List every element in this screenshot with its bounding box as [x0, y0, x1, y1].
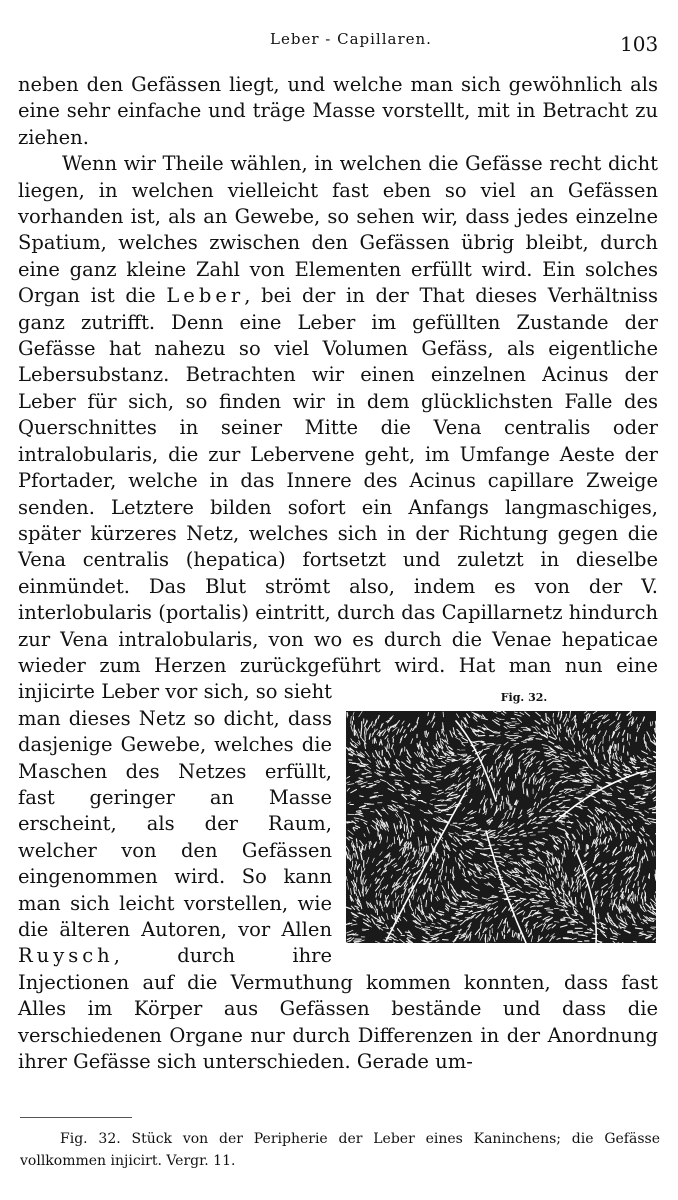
paragraph-2-part-b-tail: sich, so sieht man dieses Netz so dicht, dass dasjenige Gewebe, welches die Maschen des Netzes erfüllt, fast geringer an Masse erscheint, als der Raum, welcher von den Gefässen eingenommen wird. So kann man sich leicht vorstellen, wie die älteren Autoren, vor Allen [18, 680, 332, 941]
paragraph-2 [18, 151, 658, 1075]
body-text [18, 72, 658, 1075]
paragraph-2-part-c: , durch ihre Injectionen auf die Vermuthung kommen konnten, dass fast Alles im Körper aus Gefässen bestände und dass die verschiedenen Organe nur durch Differenzen in der Anordnung ihrer Gefässe sich unterschieden. Gerade um- [18, 944, 658, 1074]
paragraph-2-part-a: Wenn wir Theile wählen, in welchen die Gefässe recht dicht liegen, in welchen vielleicht fast eben so viel an Gefässen vorhanden ist, als an Gewebe, so sehen wir, dass jedes einzelne Spatium, welches zwischen den Gefässen übrig bleibt, durch eine ganz kleine Zahl von Elementen erfüllt wird. Ein solches Organ ist die [18, 152, 658, 308]
footnote: Fig. 32. Stück von der Peripherie der Leber eines Kaninchens; die Gefässe vollkommen injicirt. Vergr. 11. [20, 1131, 660, 1169]
capillary-network-illustration [346, 711, 656, 943]
paragraph-1: neben den Gefässen liegt, und welche man sich gewöhnlich als eine sehr einfache und träge Masse vorstellt, mit in Betracht zu ziehen. [18, 73, 658, 149]
figure-label: Fig. 32. [500, 691, 548, 705]
page-number: 103 [620, 32, 659, 56]
running-head [0, 26, 678, 56]
footnote-rule [20, 1117, 132, 1118]
running-title: Leber - Capillaren. [270, 30, 432, 48]
paragraph-2-part-b: , bei der in der That dieses Verhältniss ganz zutrifft. Denn eine Leber im gefüllten Zustande der Gefässe hat nahezu so viel Volumen Gefäss, als eigentliche Lebersubstanz. Betrachten wir einen einzelnen Acinus der Leber für sich, so finden wir in dem glücklichsten Falle des Querschnittes in seiner Mitte die Vena centralis oder intralobularis, die zur Lebervene geht, im Umfange Aeste der Pfortader, welche in das Innere des Acinus capillare Zweige senden. Letztere bilden sofort ein Anfangs langmaschiges, später kürzeres Netz, welches sich in der Richtung gegen die Vena centralis (hepatica) fortsetzt und zuletzt in dieselbe einmündet. Das Blut strömt also, indem es von der V. interlobularis (portalis) eintritt, durch das Capillarnetz hindurch zur Vena intralobularis, von wo es durch die Venae hepaticae wieder zum Herzen zurückgeführt wird. Hat man nun eine injicirte Leber vor [18, 284, 658, 704]
figure-32 [346, 685, 658, 943]
emphasis-leber: Leber [166, 284, 245, 308]
emphasis-ruysch: Ruysch [18, 944, 114, 968]
